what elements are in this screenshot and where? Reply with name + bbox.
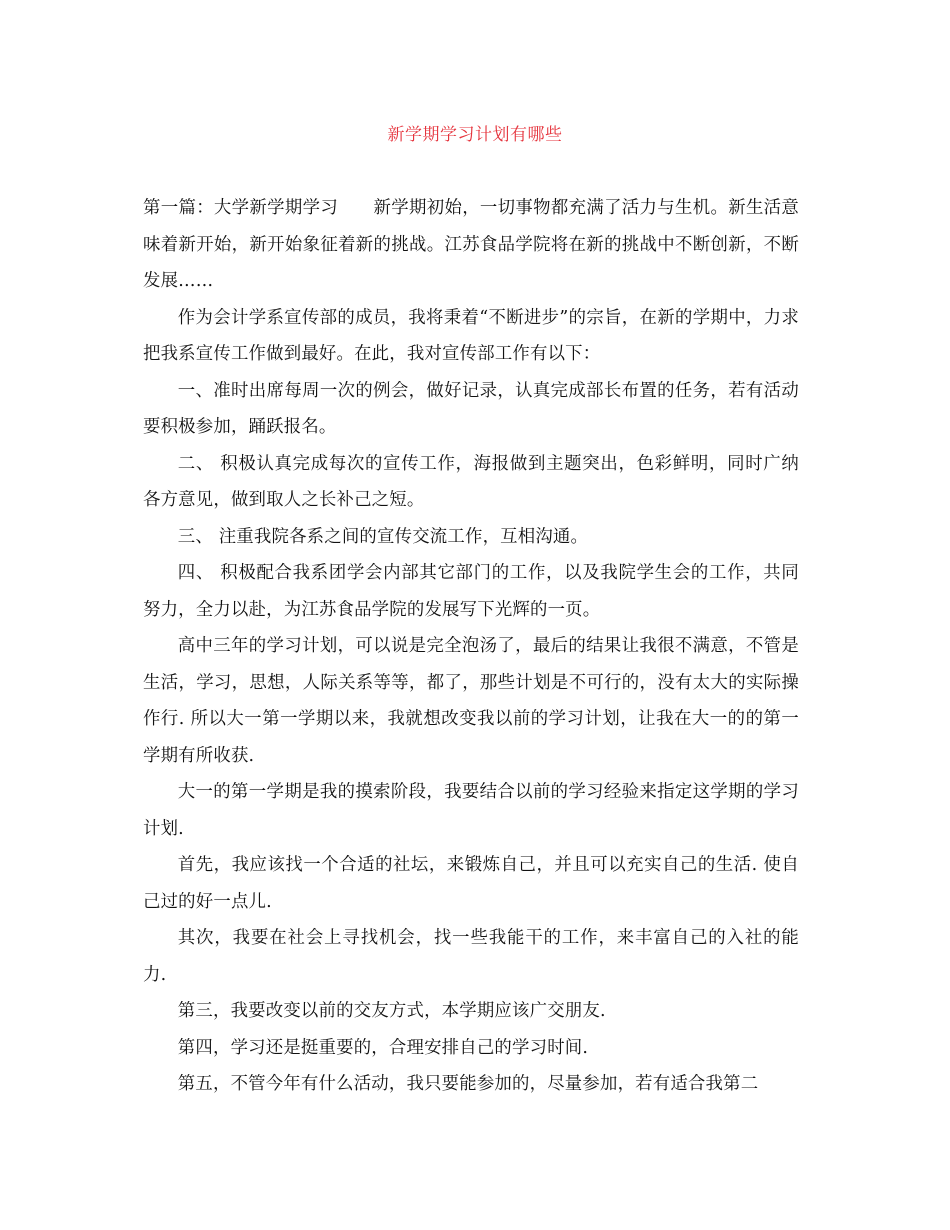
paragraph-first-semester: 大一的第一学期是我的摸索阶段，我要结合以前的学习经验来指定这学期的学习计划.	[143, 782, 799, 839]
paragraph-fourth-point: 第四，学习还是挺重要的，合理安排自己的学习时间.	[177, 1037, 589, 1058]
paragraph-fifth-point: 第五，不管今年有什么活动，我只要能参加的，尽量参加，若有适合我第二	[177, 1074, 759, 1094]
paragraph-second-point: 其次，我要在社会上寻找机会，找一些我能干的工作，来丰富自己的入社的能力.	[143, 928, 799, 985]
document-title: 新学期学习计划有哪些	[387, 125, 563, 145]
paragraph-third-point: 第三，我要改变以前的交友方式，本学期应该广交朋友.	[177, 1001, 606, 1021]
paragraph-item-1: 一、准时出席每周一次的例会，做好记录，认真完成部长布置的任务，若有活动要积极参加，踊跃报名。	[143, 380, 799, 437]
paragraph-first-point: 首先，我应该找一个合适的社坛，来锻炼自己，并且可以充实自己的生活. 使自己过的好一点儿.	[143, 855, 799, 912]
paragraph-intro: 第一篇：大学新学期学习 新学期初始，一切事物都充满了活力与生机。新生活意味着新开始，新开始象征着新的挑战。江苏食品学院将在新的挑战中不断创新，不断发展……	[143, 198, 799, 291]
paragraph-item-2: 二、 积极认真完成每次的宣传工作，海报做到主题突出，色彩鲜明，同时广纳各方意见，做到取人之长补己之短。	[143, 453, 799, 510]
paragraph-high-school: 高中三年的学习计划，可以说是完全泡汤了，最后的结果让我很不满意，不管是生活，学习，思想，人际关系等等，都了，那些计划是不可行的，没有太大的实际操作行. 所以大一第一学期以来，我就想改变我以前的学习计划，让我在大一的的第一学期有所收获.	[143, 636, 799, 766]
paragraph-item-3: 三、 注重我院各系之间的宣传交流工作，互相沟通。	[177, 526, 589, 547]
paragraph-role: 作为会计学系宣传部的成员，我将秉着“不断进步”的宗旨，在新的学期中，力求把我系宣传工作做到最好。在此，我对宣传部工作有以下：	[143, 307, 799, 364]
document-body	[143, 190, 799, 1103]
paragraph-item-4: 四、 积极配合我系团学会内部其它部门的工作，以及我院学生会的工作，共同努力，全力以赴，为江苏食品学院的发展写下光辉的一页。	[143, 563, 799, 620]
